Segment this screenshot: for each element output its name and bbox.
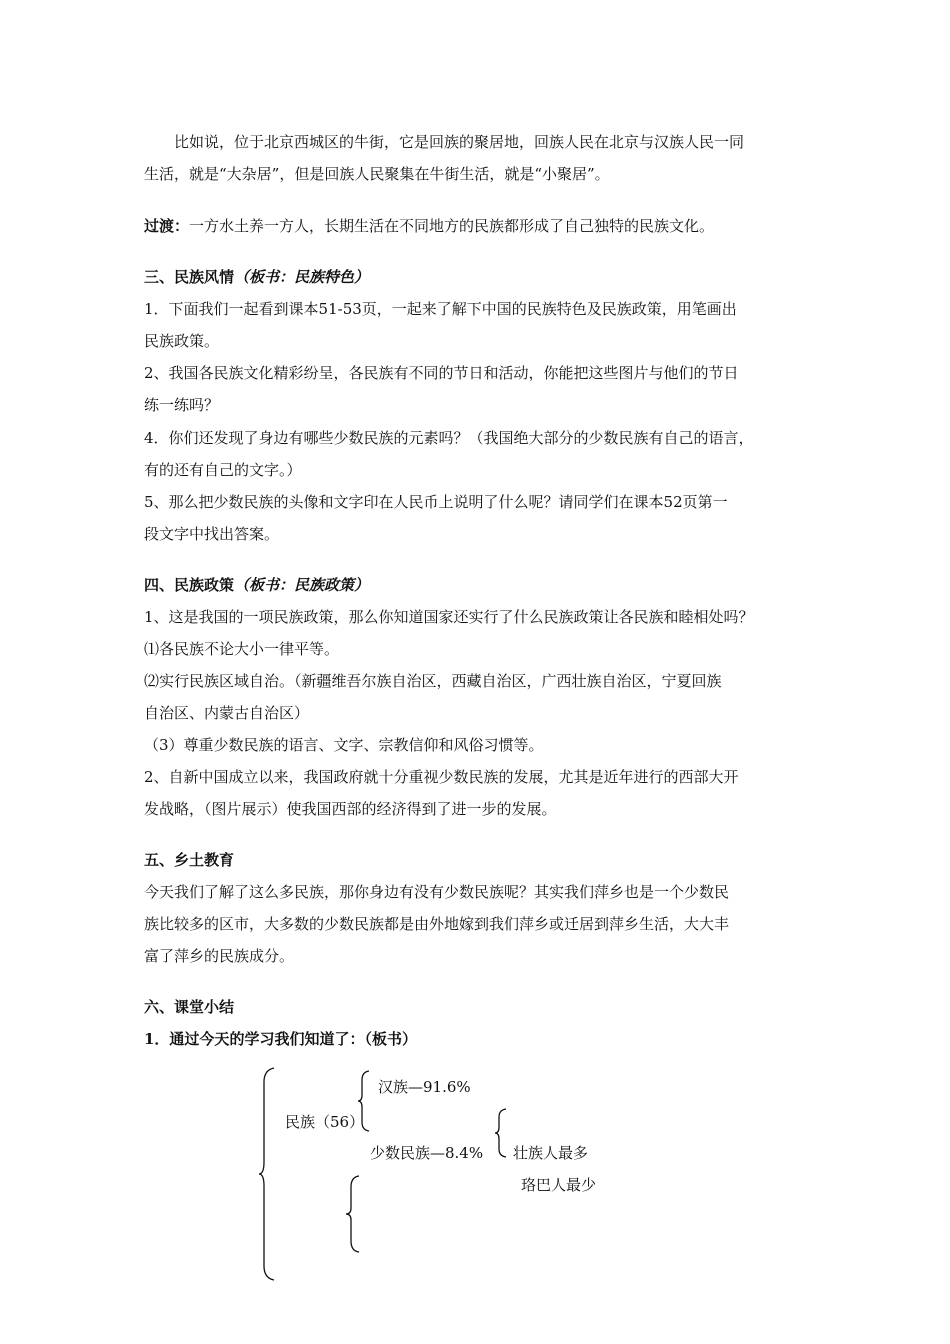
section-6-item-1-text: 1．通过今天的学习我们知道了： <box>144 1030 365 1048</box>
diagram-root-label: 民族（56） <box>285 1113 365 1131</box>
diagram-han-label: 汉族—91.6% <box>378 1078 471 1096</box>
section-3-line: 2、我国各民族文化精彩纷呈，各民族有不同的节日和活动，你能把这些图片与他们的节日 <box>144 364 739 382</box>
intro-line-1: 比如说，位于北京西城区的牛街，它是回族的聚居地，回族人民在北京与汉族人民一同 <box>144 133 745 151</box>
section-4-note: （板书：民族政策） <box>234 576 370 594</box>
section-3-line: 1．下面我们一起看到课本51-53页，一起来了解下中国的民族特色及民族政策，用笔画出 <box>144 300 737 318</box>
section-4-line: （3）尊重少数民族的语言、文字、宗教信仰和风俗习惯等。 <box>144 736 544 754</box>
section-3-line: 段文字中找出答案。 <box>144 525 280 543</box>
intro-line-2: 生活，就是“大杂居”，但是回族人民聚集在牛街生活，就是“小聚居”。 <box>144 165 610 183</box>
section-3-note: （板书：民族特色） <box>234 268 370 286</box>
section-4-line: 发战略，（图片展示）使我国西部的经济得到了进一步的发展。 <box>144 800 557 818</box>
section-6-heading <box>144 992 824 1022</box>
section-5-title: 五、乡土教育 <box>144 851 235 869</box>
empty-brace-icon <box>345 1175 361 1253</box>
transition-text: 一方水土养一方人，长期生活在不同地方的民族都形成了自己独特的民族文化。 <box>189 217 715 235</box>
section-6-item-1 <box>144 1024 824 1054</box>
section-3-line: 有的还有自己的文字。） <box>144 461 302 479</box>
section-3-heading <box>144 262 824 292</box>
minority-brace-icon <box>494 1108 508 1158</box>
section-6-item-1-note: （板书） <box>364 1030 417 1048</box>
section-4-line: ⑵实行民族区域自治。（新疆维吾尔族自治区，西藏自治区，广西壮族自治区，宁夏回族 <box>144 672 722 690</box>
section-4-line: 2、自新中国成立以来，我国政府就十分重视少数民族的发展，尤其是近年进行的西部大开 <box>144 768 739 786</box>
section-6-title: 六、课堂小结 <box>144 998 235 1016</box>
diagram-most-label: 壮族人最多 <box>513 1144 589 1162</box>
outer-brace-icon <box>258 1066 278 1282</box>
section-3-line: 5、那么把少数民族的头像和文字印在人民币上说明了什么呢？请同学们在课本52页第一 <box>144 493 728 511</box>
section-4-line: ⑴各民族不论大小一律平等。 <box>144 640 340 658</box>
diagram-minority-label: 少数民族—8.4% <box>370 1144 484 1162</box>
section-5-line: 富了萍乡的民族成分。 <box>144 947 295 965</box>
section-5-line: 族比较多的区市，大多数的少数民族都是由外地嫁到我们萍乡或迁居到萍乡生活，大大丰 <box>144 915 730 933</box>
section-3-line: 4．你们还发现了身边有哪些少数民族的元素吗？（我国绝大部分的少数民族有自己的语言， <box>144 429 754 447</box>
section-4-line: 1、这是我国的一项民族政策，那么你知道国家还实行了什么民族政策让各民族和睦相处吗？ <box>144 608 754 626</box>
section-4-title: 四、民族政策 <box>144 576 235 594</box>
section-3-line: 练一练吗？ <box>144 396 220 414</box>
section-5-line: 今天我们了解了这么多民族，那你身边有没有少数民族呢？其实我们萍乡也是一个少数民 <box>144 883 730 901</box>
section-4-line: 自治区、内蒙古自治区） <box>144 704 310 722</box>
diagram-least-label: 珞巴人最少 <box>521 1176 597 1194</box>
transition-paragraph <box>144 211 824 241</box>
section-5-heading <box>144 845 824 875</box>
transition-label: 过渡： <box>144 217 190 235</box>
section-4-heading <box>144 570 824 600</box>
section-3-title: 三、民族风情 <box>144 268 235 286</box>
section-3-line: 民族政策。 <box>144 332 220 350</box>
